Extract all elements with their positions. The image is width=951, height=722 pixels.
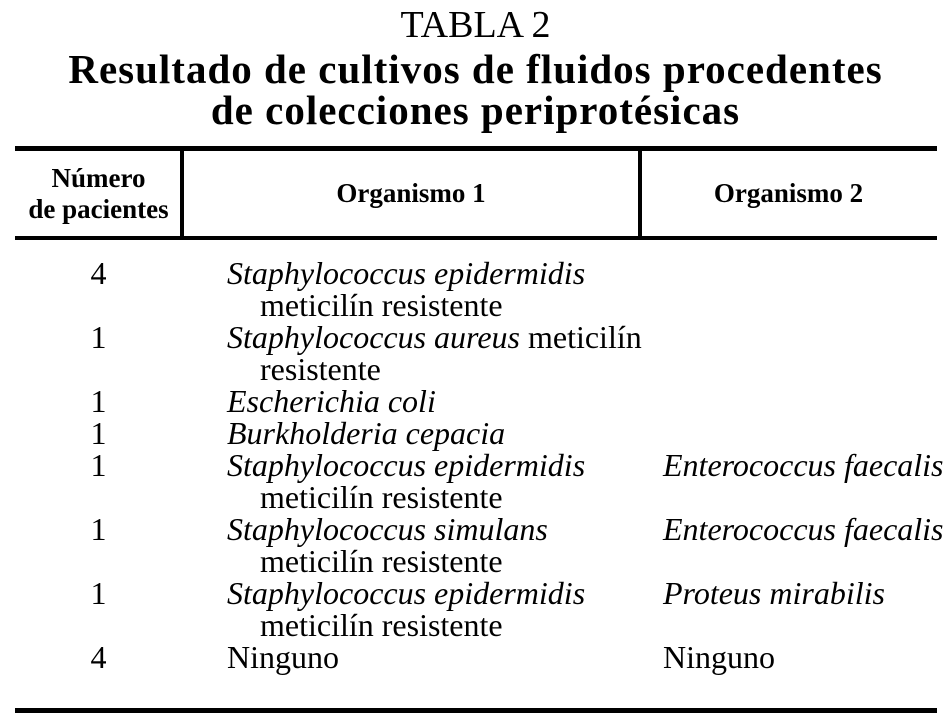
organism1-cell — [182, 385, 640, 417]
column-divider-2 — [638, 146, 642, 240]
organism2-cell — [640, 641, 937, 673]
patients-count-cell: 1 — [90, 575, 107, 611]
species-name: Enterococcus faecalis — [663, 447, 944, 483]
header-cell-organism2: Organismo 2 — [713, 178, 864, 208]
organism1-cell — [182, 641, 640, 673]
organism-continuation-line — [227, 353, 640, 385]
organism-continuation-line — [227, 609, 640, 641]
table-row — [15, 321, 937, 385]
organism2-cell — [640, 511, 944, 547]
organism-line — [227, 577, 640, 609]
plain-text: Ninguno — [663, 639, 775, 675]
species-name: Burkholderia cepacia — [227, 415, 506, 451]
plain-text: meticilín resistente — [260, 607, 503, 643]
plain-text: Ninguno — [227, 639, 339, 675]
table-title — [0, 46, 951, 133]
organism1-cell — [182, 417, 640, 449]
species-name: Enterococcus faecalis — [663, 511, 944, 547]
organism1-cell — [182, 449, 640, 513]
table-row — [15, 577, 937, 641]
organism-line — [663, 577, 937, 609]
patients-count-cell: 1 — [90, 447, 107, 483]
header-cell-organism1: Organismo 1 — [336, 178, 486, 208]
patients-count-cell: 4 — [90, 255, 107, 291]
header-patients-line-1: Número — [51, 162, 146, 193]
plain-text: meticilín resistente — [260, 543, 503, 579]
organism2-cell — [640, 577, 937, 609]
organism-line — [227, 449, 640, 481]
plain-text: meticilín — [519, 319, 642, 355]
organism2-cell — [640, 447, 944, 483]
table-row — [15, 257, 937, 321]
organism-continuation-line — [227, 481, 640, 513]
species-name: Proteus mirabilis — [663, 575, 885, 611]
patients-count-cell: 1 — [90, 383, 107, 419]
table-row — [15, 417, 937, 449]
table-row — [15, 385, 937, 417]
species-name: Staphylococcus simulans — [227, 511, 548, 547]
table-header-row — [15, 151, 937, 236]
organism1-cell — [182, 513, 640, 577]
organism-line — [663, 511, 944, 547]
table-bottom-rule — [15, 708, 937, 713]
species-name: Staphylococcus epidermidis — [227, 575, 586, 611]
patients-count-cell: 1 — [90, 415, 107, 451]
species-name: Staphylococcus epidermidis — [227, 255, 586, 291]
organism-line — [227, 385, 640, 417]
species-name: Staphylococcus aureus — [227, 319, 520, 355]
plain-text: resistente — [260, 351, 381, 387]
header-patients-line-2: de pacientes — [28, 193, 169, 224]
organism-line — [663, 447, 944, 483]
species-name: Escherichia coli — [227, 383, 436, 419]
column-divider-1 — [180, 146, 184, 240]
organism1-cell — [182, 577, 640, 641]
table-body — [15, 241, 944, 675]
organism-line — [227, 321, 640, 353]
table-title-line-2: de colecciones periprotésicas — [210, 87, 741, 133]
organism-line — [663, 641, 937, 673]
plain-text: meticilín resistente — [260, 479, 503, 515]
organism-continuation-line — [227, 289, 640, 321]
organism-continuation-line — [227, 545, 640, 577]
organism1-cell — [182, 321, 640, 385]
patients-count-cell: 1 — [90, 319, 107, 355]
species-name: Staphylococcus epidermidis — [227, 447, 586, 483]
table-caption-label: TABLA 2 — [400, 4, 551, 46]
table-title-line-1: Resultado de cultivos de fluidos procedentes — [68, 46, 883, 92]
table-row — [15, 511, 944, 579]
header-cell-patients — [15, 163, 182, 225]
patients-count-cell: 4 — [90, 639, 107, 675]
table-row — [15, 641, 937, 673]
patients-count-cell: 1 — [90, 511, 107, 547]
organism-line — [227, 257, 640, 289]
table-header-rule — [15, 236, 937, 240]
organism1-cell — [182, 257, 640, 321]
organism-line — [227, 513, 640, 545]
table-row — [15, 447, 944, 515]
organism-line — [227, 417, 640, 449]
organism-line — [227, 641, 640, 673]
plain-text: meticilín resistente — [260, 287, 503, 323]
